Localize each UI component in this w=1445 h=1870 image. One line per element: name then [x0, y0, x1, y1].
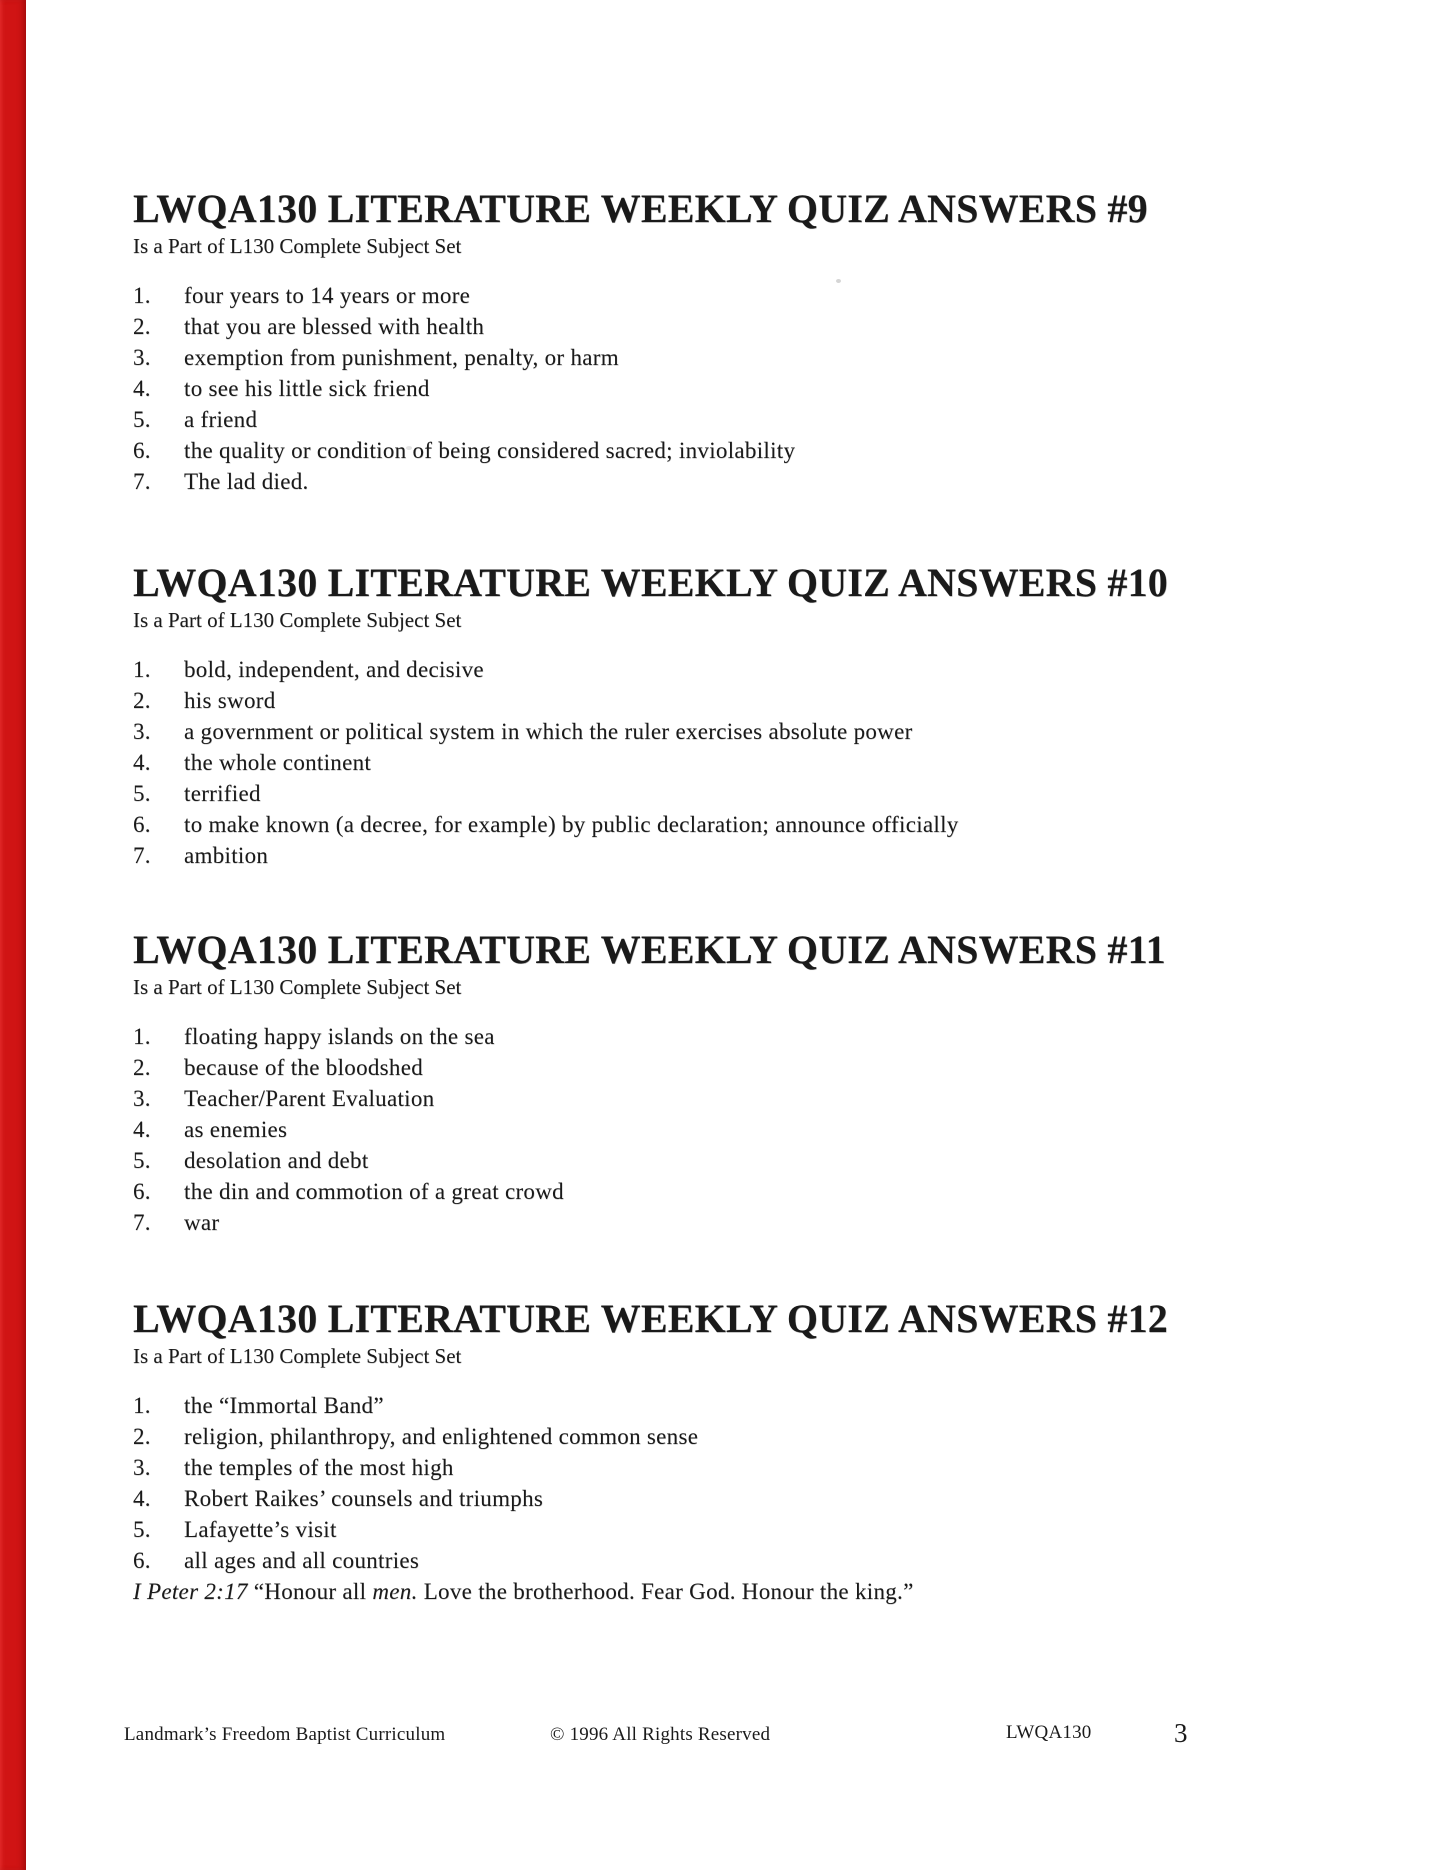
answer-text: all ages and all countries [184, 1548, 420, 1573]
answer-item [133, 280, 1373, 311]
answer-number: 1. [133, 1393, 151, 1418]
quiz-section-2 [133, 559, 1373, 871]
answer-item [133, 435, 1373, 466]
scan-speck [836, 279, 841, 283]
answer-number: 5. [133, 407, 151, 432]
answer-item [133, 654, 1373, 685]
answer-item [133, 716, 1373, 747]
answer-text: a government or political system in which the ruler exercises absolute power [184, 719, 913, 744]
section-title: LWQA130 LITERATURE WEEKLY QUIZ ANSWERS #9 [133, 186, 1148, 231]
section-subtitle: Is a Part of L130 Complete Subject Set [133, 1344, 462, 1368]
answer-item [133, 1514, 1373, 1545]
answer-item [133, 404, 1373, 435]
answer-number: 3. [133, 345, 151, 370]
scan-speck [406, 446, 412, 450]
answer-number: 2. [133, 314, 151, 339]
section-subtitle: Is a Part of L130 Complete Subject Set [133, 234, 462, 258]
answer-number: 4. [133, 1117, 151, 1142]
answer-text: Teacher/Parent Evaluation [184, 1086, 435, 1111]
answer-text: ambition [184, 843, 269, 868]
section-title: LWQA130 LITERATURE WEEKLY QUIZ ANSWERS #12 [133, 1296, 1168, 1341]
footer-copyright: © 1996 All Rights Reserved [550, 1724, 771, 1745]
section-title: LWQA130 LITERATURE WEEKLY QUIZ ANSWERS #11 [133, 927, 1166, 972]
answer-item [133, 1483, 1373, 1514]
answer-item [133, 1021, 1373, 1052]
answer-number: 3. [133, 1455, 151, 1480]
answer-text: to make known (a decree, for example) by public declaration; announce officially [184, 812, 959, 837]
answer-number: 5. [133, 781, 151, 806]
answer-text: Lafayette’s visit [184, 1517, 337, 1542]
answer-item [133, 1390, 1373, 1421]
answer-item [133, 1421, 1373, 1452]
answer-number: 7. [133, 1210, 151, 1235]
answer-text: that you are blessed with health [184, 314, 485, 339]
scripture-reference: men. [372, 1579, 418, 1604]
answer-item [133, 311, 1373, 342]
answer-text: because of the bloodshed [184, 1055, 424, 1080]
scripture-text: “Honour all [247, 1579, 373, 1604]
answer-number: 1. [133, 657, 151, 682]
answer-text: the din and commotion of a great crowd [184, 1179, 564, 1204]
section-title: LWQA130 LITERATURE WEEKLY QUIZ ANSWERS #10 [133, 560, 1168, 605]
answer-item [133, 778, 1373, 809]
answer-number: 4. [133, 1486, 151, 1511]
section-subtitle: Is a Part of L130 Complete Subject Set [133, 608, 462, 632]
answer-number: 3. [133, 719, 151, 744]
answer-text: religion, philanthropy, and enlightened common sense [184, 1424, 699, 1449]
answer-number: 6. [133, 812, 151, 837]
answers-list [133, 1021, 1373, 1238]
answer-text: four years to 14 years or more [184, 283, 471, 308]
answer-item [133, 1145, 1373, 1176]
answer-number: 4. [133, 750, 151, 775]
answer-item [133, 1207, 1373, 1238]
answer-text: as enemies [184, 1117, 288, 1142]
answers-list [133, 1390, 1373, 1576]
answer-number: 5. [133, 1148, 151, 1173]
answer-text: the temples of the most high [184, 1455, 454, 1480]
answer-item [133, 1176, 1373, 1207]
answer-number: 7. [133, 469, 151, 494]
answer-text: a friend [184, 407, 258, 432]
answer-text: to see his little sick friend [184, 376, 430, 401]
answer-item [133, 1083, 1373, 1114]
quiz-section-4 [133, 1295, 1373, 1607]
answer-item [133, 466, 1373, 497]
answer-text: exemption from punishment, penalty, or harm [184, 345, 619, 370]
answer-item [133, 747, 1373, 778]
answer-item [133, 1452, 1373, 1483]
page-footer [0, 1718, 1445, 1758]
answer-text: The lad died. [184, 469, 309, 494]
answer-text: his sword [184, 688, 276, 713]
answer-item [133, 1114, 1373, 1145]
quiz-section-3 [133, 926, 1373, 1238]
section-subtitle: Is a Part of L130 Complete Subject Set [133, 975, 462, 999]
answer-item [133, 1545, 1373, 1576]
answer-number: 6. [133, 1179, 151, 1204]
answers-list [133, 654, 1373, 871]
answer-text: bold, independent, and decisive [184, 657, 484, 682]
answer-item [133, 373, 1373, 404]
answer-text: the whole continent [184, 750, 372, 775]
answer-item [133, 809, 1373, 840]
footer-page-number: 3 [1174, 1718, 1188, 1748]
answer-item [133, 685, 1373, 716]
answer-item [133, 840, 1373, 871]
answer-text: terrified [184, 781, 261, 806]
answer-text: war [184, 1210, 220, 1235]
answer-item [133, 1052, 1373, 1083]
answer-number: 4. [133, 376, 151, 401]
answer-item [133, 342, 1373, 373]
answer-number: 3. [133, 1086, 151, 1111]
answer-number: 2. [133, 1424, 151, 1449]
answers-list [133, 280, 1373, 497]
scripture-text: Love the brotherhood. Fear God. Honour the king.” [417, 1579, 914, 1604]
answer-number: 2. [133, 1055, 151, 1080]
answer-number: 6. [133, 1548, 151, 1573]
answer-number: 1. [133, 283, 151, 308]
scripture-line [133, 1576, 1373, 1607]
scan-edge-stripe [0, 0, 26, 1870]
answer-number: 2. [133, 688, 151, 713]
footer-publisher: Landmark’s Freedom Baptist Curriculum [124, 1724, 446, 1745]
answer-number: 7. [133, 843, 151, 868]
answer-number: 5. [133, 1517, 151, 1542]
answer-text: the quality or condition of being considered sacred; inviolability [184, 438, 796, 463]
quiz-section-1 [133, 185, 1373, 497]
answer-number: 1. [133, 1024, 151, 1049]
footer-doc-code: LWQA130 [1006, 1722, 1092, 1743]
answer-number: 6. [133, 438, 151, 463]
answer-text: desolation and debt [184, 1148, 369, 1173]
answer-text: Robert Raikes’ counsels and triumphs [184, 1486, 544, 1511]
scripture-reference: I Peter 2:17 [133, 1579, 248, 1604]
answer-text: the “Immortal Band” [184, 1393, 384, 1418]
answer-text: floating happy islands on the sea [184, 1024, 495, 1049]
